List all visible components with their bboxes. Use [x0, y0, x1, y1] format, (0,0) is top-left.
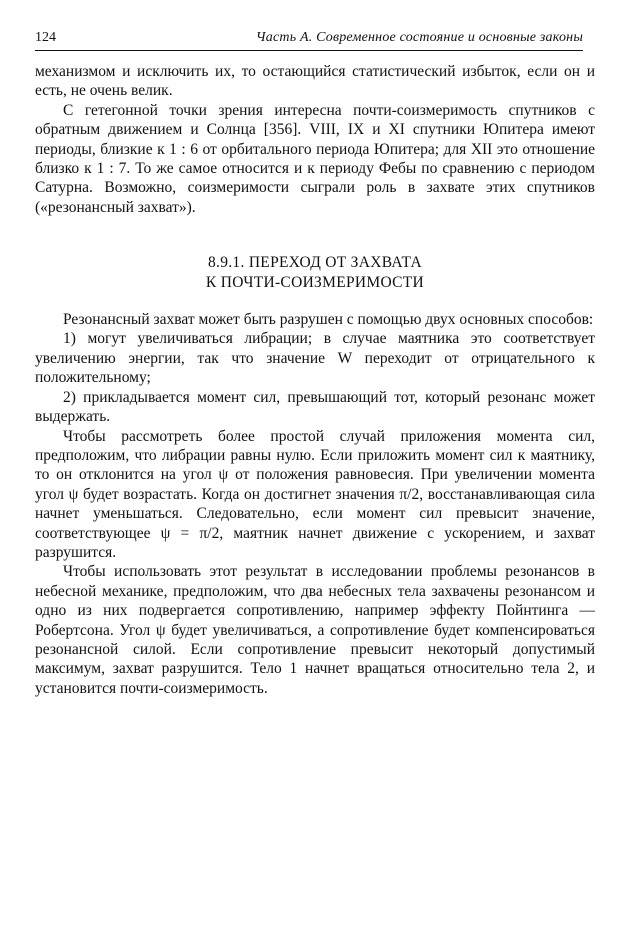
body-text — [35, 62, 595, 698]
list-item: 1) могут увеличиваться либрации; в случае маятника это соответствует увеличению энергии, так что значение W переходит от отрицательного к положительному; — [35, 330, 595, 387]
page-number: 124 — [35, 30, 56, 45]
paragraph: механизмом и исключить их, то остающийся статистический избыток, если он и есть, не очень велик. — [35, 63, 595, 100]
paragraph: Резонансный захват может быть разрушен с помощью двух основных способов: — [63, 311, 594, 329]
section-heading — [35, 253, 595, 292]
paragraph: С гетегонной точки зрения интересна почти-соизмеримость спутников с обратным движением и Солнца [356]. VIII, IX и XI спутники Юпитера имеют периоды, близкие к 1 : 6 от орбитального периода Юпитера; для XII это отношение близко к 1 : 7. То же самое относится и к периоду Фебы по сравнению с периодом Сатурна. Возможно, соизмеримости сыграли роль в захвате этих спутников («резонансный захват»). — [35, 101, 595, 216]
paragraph: Чтобы использовать этот результат в исследовании проблемы резонансов в небесной механике, предположим, что два небесных тела захвачены резонансом и одно из них подвергается сопротивлению, например эффекту Пойнтинга — Робертсона. Угол ψ будет увеличиваться, а сопротивление будет компенсироваться резонансной силой. Если сопротивление превысит некоторый допустимый максимум, захват разрушится. Тело 1 начнет вращаться относительно тела 2, и установится почти-соизмеримость. — [35, 563, 595, 697]
running-head — [35, 28, 583, 50]
running-head-title: Часть А. Современное состояние и основные законы — [255, 30, 583, 45]
section-heading-line: 8.9.1. ПЕРЕХОД ОТ ЗАХВАТА — [207, 254, 423, 272]
header-rule — [35, 50, 583, 51]
section-heading-line: К ПОЧТИ-СОИЗМЕРИМОСТИ — [205, 273, 425, 291]
list-item: 2) прикладывается момент сил, превышающий тот, который резонанс может выдержать. — [35, 388, 595, 426]
paragraph: Чтобы рассмотреть более простой случай приложения момента сил, предположим, что либрации равны нулю. Если приложить момент сил к маятнику, то он отклонится на угол ψ от положения равновесия. При увеличении момента угол ψ будет возрастать. Когда он достигнет значения π/2, восстанавливающая сила начнет уменьшаться. Следовательно, если момент сил превысит значение, соответствующее ψ = π/2, маятник начнет движение с ускорением, и захват разрушится. — [35, 427, 595, 561]
